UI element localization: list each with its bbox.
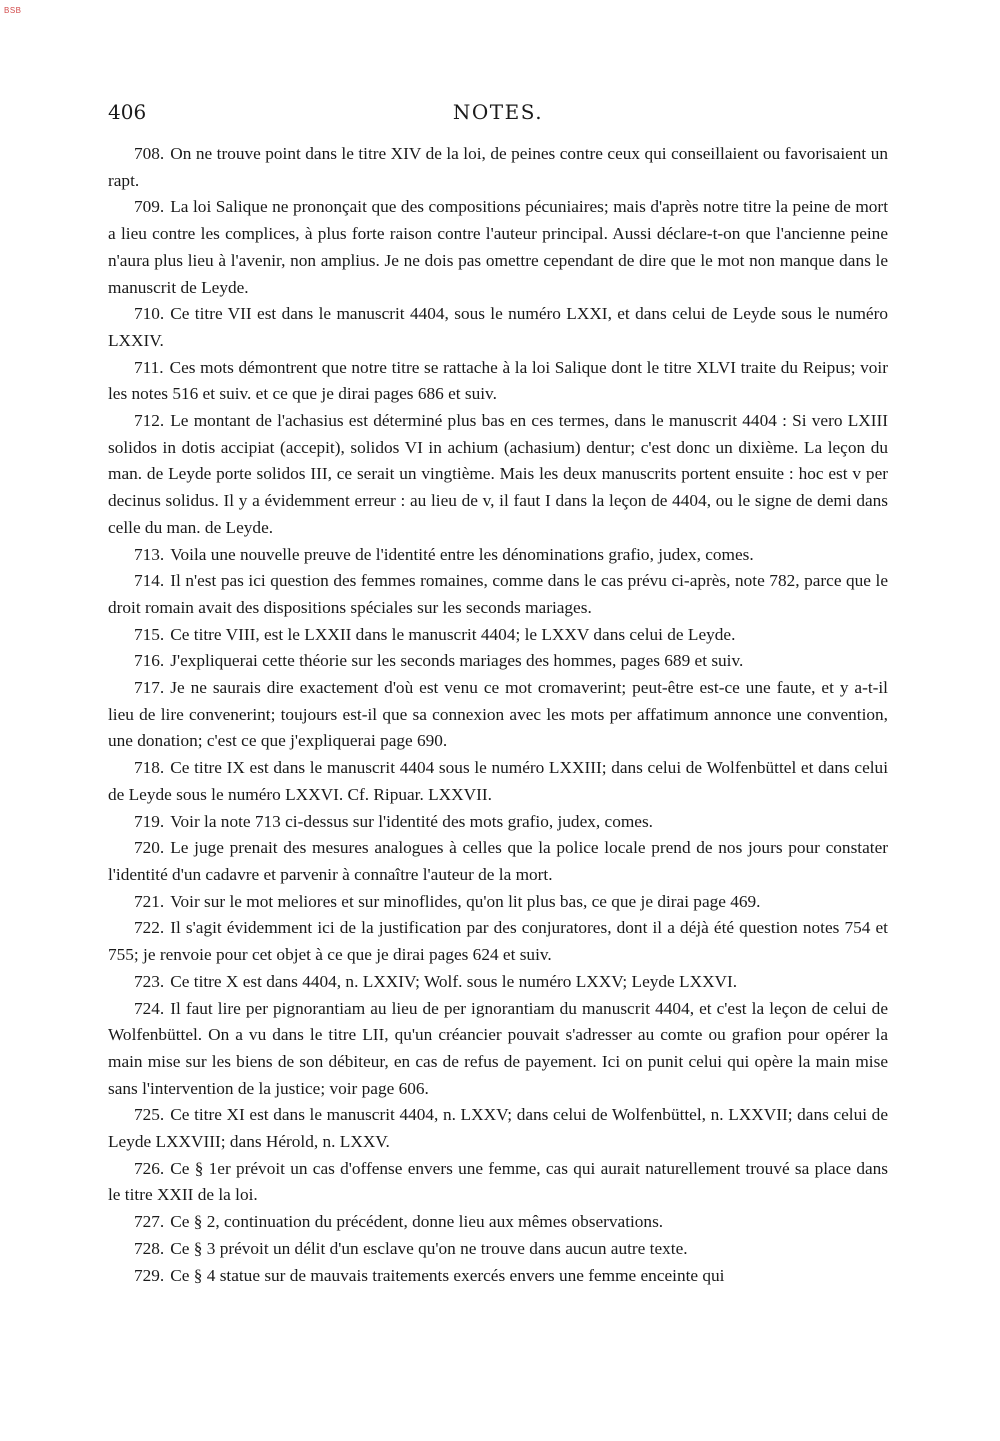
note-paragraph	[108, 1102, 888, 1155]
note-paragraph	[108, 194, 888, 301]
note-number: 725.	[134, 1105, 165, 1125]
note-paragraph	[108, 1236, 888, 1263]
note-text: Ce § 3 prévoit un délit d'un esclave qu'on ne trouve dans aucun autre texte.	[170, 1238, 688, 1258]
note-text: Je ne saurais dire exactement d'où est venu ce mot cromaverint; peut-être est-ce une faute, et y a-t-il lieu de lire convenerint; toujours est-il que sa connexion avec les mots per affatimum annonce une convention, une donation; c'est ce que j'expliquerai page 690.	[108, 678, 888, 751]
note-number: 727.	[134, 1212, 165, 1232]
note-paragraph	[108, 675, 888, 755]
note-number: 713.	[134, 544, 165, 564]
note-number: 711.	[134, 357, 164, 377]
note-paragraph	[108, 889, 888, 916]
note-text: J'expliquerai cette théorie sur les seconds mariages des hommes, pages 689 et suiv.	[170, 651, 744, 671]
note-number: 729.	[134, 1265, 165, 1285]
note-text: La loi Salique ne prononçait que des compositions pécuniaires; mais d'après notre titre la peine de mort a lieu contre les complices, à plus forte raison contre l'auteur principal. Aussi déclare-t-on que l'ancienne peine n'aura plus lieu à l'avenir, non amplius. Je ne dois pas omettre cependant de dire que le mot non manque dans le manuscrit de Leyde.	[108, 197, 888, 297]
note-paragraph	[108, 408, 888, 542]
note-text: Ce titre VII est dans le manuscrit 4404, sous le numéro LXXI, et dans celui de Leyde sous le numéro LXXIV.	[108, 304, 888, 350]
note-text: Voila une nouvelle preuve de l'identité entre les dénominations grafio, judex, comes.	[170, 544, 754, 564]
note-paragraph	[108, 809, 888, 836]
note-text: Il n'est pas ici question des femmes romaines, comme dans le cas prévu ci-après, note 782, parce que le droit romain avait des dispositions spéciales sur les seconds mariages.	[108, 571, 888, 617]
note-number: 726.	[134, 1158, 165, 1178]
note-paragraph	[108, 1209, 888, 1236]
note-text: Ce titre IX est dans le manuscrit 4404 sous le numéro LXXIII; dans celui de Wolfenbüttel et dans celui de Leyde sous le numéro LXXVI. Cf. Ripuar. LXXVII.	[108, 758, 888, 804]
note-number: 717.	[134, 678, 165, 698]
note-text: Il faut lire per pignorantiam au lieu de per ignorantiam du manuscrit 4404, et c'est la leçon de celui de Wolfenbüttel. On a vu dans le titre LII, qu'un créancier pouvait s'adresser au comte ou grafion pour opérer la main mise sur les biens de son débiteur, en cas de refus de payement. Ici on punit celui qui opère la main mise sans l'intervention de la justice; voir page 606.	[108, 998, 888, 1098]
note-paragraph	[108, 755, 888, 808]
note-text: Ce § 2, continuation du précédent, donne lieu aux mêmes observations.	[170, 1212, 664, 1232]
page-header	[108, 100, 888, 130]
note-text: Le juge prenait des mesures analogues à celles que la police locale prend de nos jours pour constater l'identité d'un cadavre et parvenir à connaître l'auteur de la mort.	[108, 838, 888, 884]
note-paragraph	[108, 969, 888, 996]
note-paragraph	[108, 355, 888, 408]
note-text: Il s'agit évidemment ici de la justification par des conjuratores, dont il a déjà été question notes 754 et 755; je renvoie pour cet objet à ce que je dirai pages 624 et suiv.	[108, 918, 888, 965]
note-paragraph	[108, 141, 888, 194]
note-text: Ce § 1er prévoit un cas d'offense envers une femme, cas qui aurait naturellement trouvé sa place dans le titre XXII de la loi.	[108, 1158, 888, 1205]
note-number: 712.	[134, 411, 165, 431]
notes-body	[108, 141, 888, 1289]
note-text: Ce titre XI est dans le manuscrit 4404, n. LXXV; dans celui de Wolfenbüttel, n. LXXVII; dans celui de Leyde LXXVIII; dans Hérold, n. LXXV.	[108, 1105, 888, 1152]
note-text: Ce titre VIII, est le LXXII dans le manuscrit 4404; le LXXV dans celui de Leyde.	[170, 624, 736, 644]
note-number: 721.	[134, 891, 165, 911]
note-number: 720.	[134, 838, 165, 858]
note-number: 715.	[134, 624, 165, 644]
note-number: 718.	[134, 758, 165, 778]
note-number: 728.	[134, 1238, 165, 1258]
note-number: 722.	[134, 918, 165, 938]
note-paragraph	[108, 648, 888, 675]
note-paragraph	[108, 996, 888, 1103]
note-number: 714.	[134, 571, 165, 591]
note-text: Voir sur le mot meliores et sur minoflides, qu'on lit plus bas, ce que je dirai page 469.	[170, 891, 761, 911]
note-paragraph	[108, 835, 888, 888]
page-number: 406	[108, 100, 147, 124]
note-number: 723.	[134, 971, 165, 991]
note-number: 724.	[134, 998, 165, 1018]
note-paragraph	[108, 542, 888, 569]
note-paragraph	[108, 301, 888, 354]
note-number: 710.	[134, 304, 165, 324]
note-paragraph	[108, 622, 888, 649]
note-paragraph	[108, 568, 888, 621]
running-title: NOTES.	[452, 100, 544, 124]
note-paragraph	[108, 915, 888, 968]
library-watermark: BSB	[4, 6, 22, 15]
note-text: Ce titre X est dans 4404, n. LXXIV; Wolf. sous le numéro LXXV; Leyde LXXVI.	[170, 971, 738, 991]
note-number: 719.	[134, 811, 165, 831]
note-text: Ce § 4 statue sur de mauvais traitements exercés envers une femme enceinte qui	[170, 1265, 725, 1285]
note-number: 709.	[134, 197, 165, 217]
note-number: 716.	[134, 651, 165, 671]
note-text: Le montant de l'achasius est déterminé plus bas en ces termes, dans le manuscrit 4404 : Si vero LXIII solidos in dotis accipiat (accepit), solidos VI in achium (achasium) dentur; c'est donc un dixième. La leçon du man. de Leyde porte solidos III, ce serait un vingtième. Mais les deux manuscrits portent ensuite : hoc est v per decinus solidus. Il y a évidemment erreur : au lieu de v, il faut I dans la leçon de 4404, ou le signe de demi dans celle du man. de Leyde.	[108, 411, 888, 537]
note-text: Voir la note 713 ci-dessus sur l'identité des mots grafio, judex, comes.	[170, 811, 653, 831]
note-paragraph	[108, 1263, 888, 1290]
note-text: Ces mots démontrent que notre titre se rattache à la loi Salique dont le titre XLVI traite du Reipus; voir les notes 516 et suiv. et ce que je dirai pages 686 et suiv.	[108, 357, 888, 404]
note-paragraph	[108, 1156, 888, 1209]
note-text: On ne trouve point dans le titre XIV de la loi, de peines contre ceux qui conseillaient ou favorisaient un rapt.	[108, 144, 888, 190]
note-number: 708.	[134, 144, 165, 163]
